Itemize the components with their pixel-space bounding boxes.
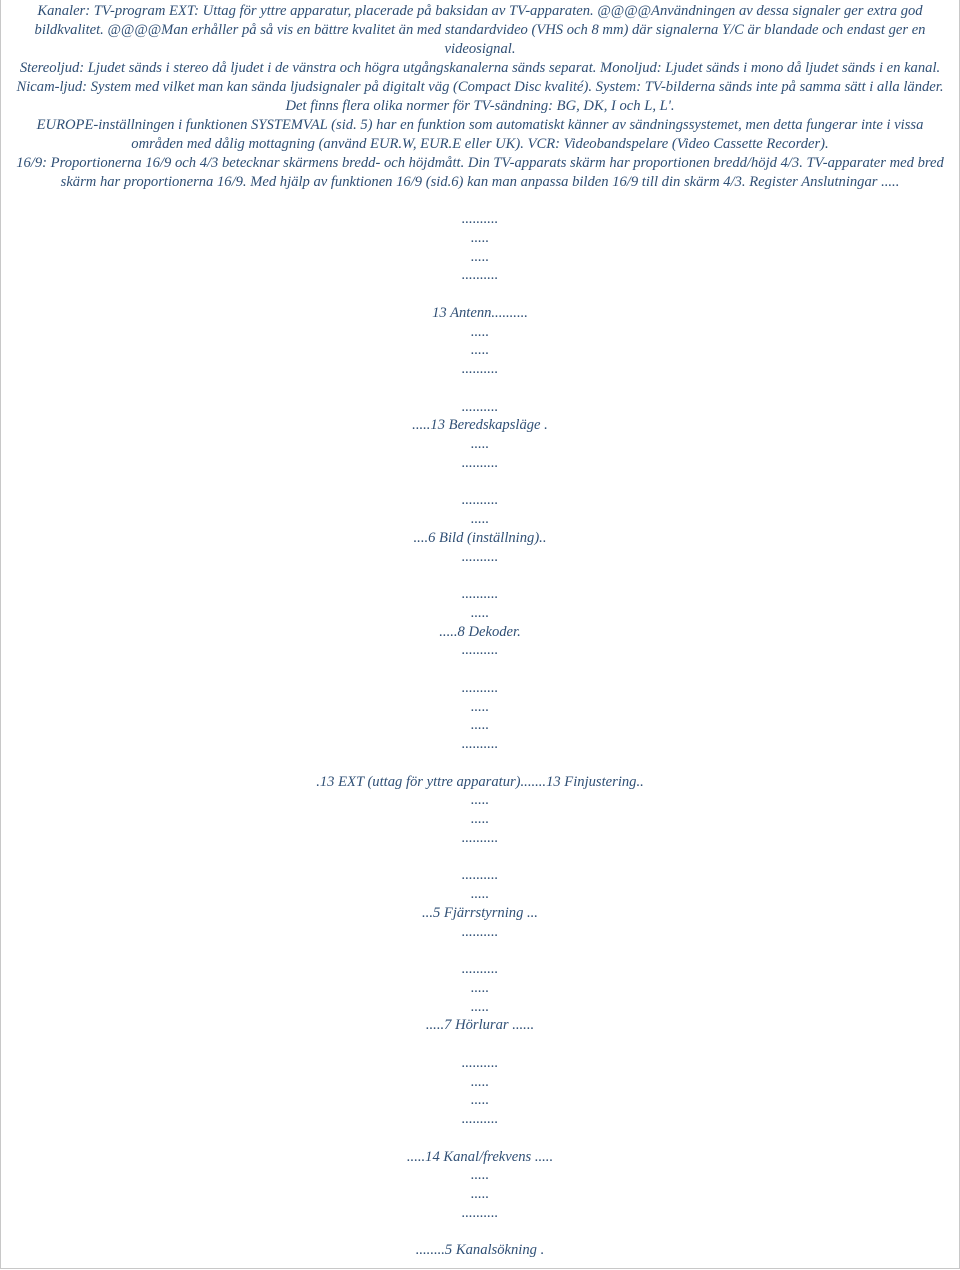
index-line: .......... bbox=[461, 923, 499, 940]
index-line: ..... bbox=[470, 1186, 490, 1202]
register-index bbox=[1, 210, 959, 1260]
index-line: ..... bbox=[470, 229, 490, 246]
index-line: ..... bbox=[470, 979, 490, 996]
index-line: .13 EXT (uttag för yttre apparatur).......13 Finjustering.. bbox=[316, 773, 644, 790]
index-line: .......... bbox=[461, 586, 499, 602]
index-line: ..... bbox=[470, 1073, 490, 1090]
index-spacer bbox=[1, 1223, 959, 1242]
index-line: .....7 Hörlurar ...... bbox=[425, 1017, 535, 1034]
index-line: ........5 Kanalsökning . bbox=[415, 1242, 545, 1259]
index-line: ..... bbox=[470, 604, 490, 621]
index-line: ..... bbox=[470, 886, 490, 902]
index-line: .......... bbox=[461, 454, 499, 471]
index-spacer bbox=[1, 285, 959, 304]
index-line: ..... bbox=[470, 998, 490, 1015]
glossary-paragraph: EUROPE-inställningen i funktionen SYSTEMVAL (sid. 5) har en funktion som automatiskt känner av sändningssystemet, men detta fungerar inte i vissa områden med dålig mottagning (använd EUR.W, EUR.E eller UK). VCR: Videobandspelare (Video Cassette Recorder). bbox=[36, 117, 924, 152]
index-spacer bbox=[1, 754, 959, 773]
index-line: .......... bbox=[461, 1111, 499, 1127]
index-line: .......... bbox=[461, 267, 499, 284]
index-line: ..... bbox=[470, 342, 490, 359]
glossary-paragraph: 16/9: Proportionerna 16/9 och 4/3 betecknar skärmens bredd- och höjdmått. Din TV-apparats skärm har proportionen bredd/höjd 4/3. TV-apparater med bred skärm har proportionerna 16/9. Med hjälp av funktionen 16/9 (sid.6) kan man anpassa bilden 16/9 till din skärm 4/3. Register Anslutningar ..... bbox=[16, 155, 944, 190]
index-spacer bbox=[1, 1035, 959, 1054]
index-line: .......... bbox=[461, 642, 499, 659]
index-line: .......... bbox=[461, 548, 499, 565]
index-line: ...5 Fjärrstyrning ... bbox=[422, 904, 538, 921]
index-line: .....13 Beredskapsläge . bbox=[412, 417, 548, 434]
glossary-paragraph: Stereoljud: Ljudet sänds i stereo då ljudet i de vänstra och högra utgångskanalerna sänds separat. Monoljud: Ljudet sänds i mono då ljudet sänds i en kanal. Nicam-ljud: System med vilket man kan sända ljudsignaler på digitalt väg (Compact Disc kvalité). System: TV-bilderna sänds inte på samma sätt i alla länder. Det finns flera olika normer för TV-sändning: BG, DK, I och L, L'. bbox=[16, 60, 944, 114]
index-line: ..... bbox=[470, 792, 490, 809]
index-line: ..... bbox=[470, 1167, 490, 1184]
index-line: .......... bbox=[461, 829, 499, 846]
index-line: .......... bbox=[461, 211, 499, 227]
index-spacer bbox=[1, 941, 959, 960]
index-line: .....14 Kanal/frekvens ..... bbox=[406, 1148, 554, 1165]
index-line: .......... bbox=[461, 867, 499, 884]
index-line: .......... bbox=[461, 679, 499, 696]
index-spacer bbox=[1, 660, 959, 679]
index-line: ..... bbox=[470, 717, 490, 734]
index-line: ..... bbox=[470, 511, 490, 527]
index-line: ..... bbox=[470, 436, 490, 452]
index-spacer bbox=[1, 848, 959, 867]
index-line: ..... bbox=[470, 698, 490, 715]
glossary-text bbox=[1, 0, 959, 192]
index-line: ....6 Bild (inställning).. bbox=[413, 529, 547, 546]
index-line: .......... bbox=[461, 961, 499, 977]
index-line: .......... bbox=[461, 361, 499, 377]
index-spacer bbox=[1, 379, 959, 398]
index-line: .......... bbox=[461, 492, 499, 509]
index-line: ..... bbox=[470, 811, 490, 827]
index-line: .......... bbox=[461, 398, 499, 415]
index-line: .......... bbox=[461, 1204, 499, 1221]
index-line: ..... bbox=[470, 1092, 490, 1109]
index-line: .......... bbox=[461, 1054, 499, 1071]
index-line: ..... bbox=[470, 323, 490, 340]
index-line: 13 Antenn.......... bbox=[432, 304, 528, 321]
index-line: ..... bbox=[470, 248, 490, 265]
index-spacer bbox=[1, 566, 959, 585]
glossary-paragraph: Kanaler: TV-program EXT: Uttag för yttre apparatur, placerade på baksidan av TV-apparaten. @@@@Användningen av dessa signaler ger extra god bildkvalitet. @@@@Man erhåller på så vis en bättre kvalitet än med standardvideo (VHS och 8 mm) där signalerna Y/C är blandade och endast ger en videosignal. bbox=[34, 3, 926, 57]
index-line: .......... bbox=[461, 736, 499, 752]
index-spacer bbox=[1, 473, 959, 492]
index-line: .....8 Dekoder. bbox=[439, 623, 521, 640]
index-spacer bbox=[1, 1129, 959, 1148]
